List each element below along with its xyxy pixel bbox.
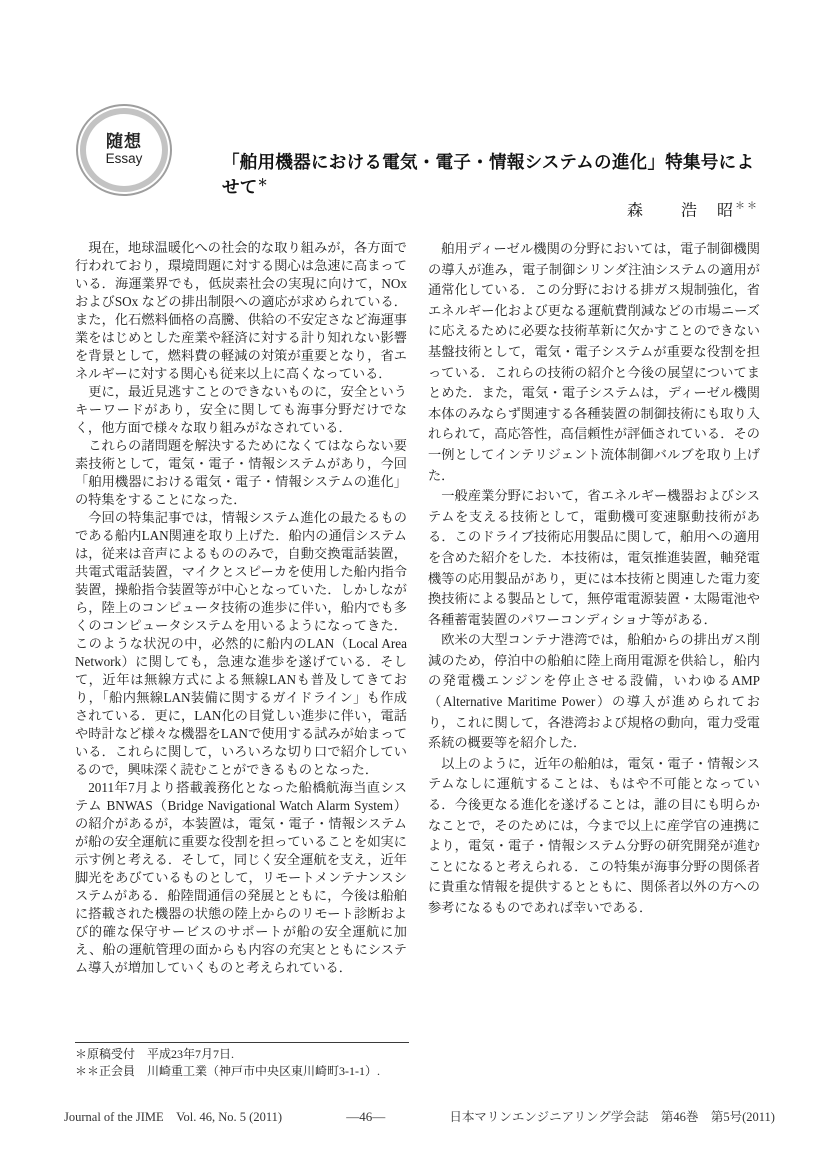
badge-label-jp: 随想	[106, 131, 142, 151]
badge-label-en: Essay	[105, 151, 143, 167]
footnote-received: ＊原稿受付 平成23年7月7日.	[75, 1047, 235, 1061]
footer-journal-jp: 日本マリンエンジニアリング学会誌 第46巻 第5号(2011)	[449, 1110, 775, 1124]
paragraph: 更に，最近見逃すことのできないものに，安全というキーワードがあり，安全に関しても海事分野だけでなく，他方面で様々な取り組みがなされている．	[75, 384, 407, 435]
paragraph: これらの諸問題を解決するためになくてはならない要素技術として，電気・電子・情報システムがあり，今回「舶用機器における電気・電子・情報システムの進化」の特集をすることになった．	[75, 438, 407, 507]
author-name-text: 森 浩 昭	[626, 202, 735, 220]
title-footnote-mark: ＊	[257, 177, 268, 189]
paragraph: 舶用ディーゼル機関の分野においては，電子制御機関の導入が進み，電子制御シリンダ注油システムの適用が通常化している．この分野における排ガス規制強化，省エネルギー化および更なる運航費削減などの市場ニーズに応えるために必要な技術革新に欠かすことのできない基盤技術として，電気・電子システムが重要な役割を担っている．これらの技術の紹介と今後の展望についてまとめた．また，電気・電子システムは，ディーゼル機関本体のみならず関連する各種装置の制御技術にも取り入れられて，高応答性，高信頼性が評価されている．その一例としてインテリジェント流体制御バルブを取り上げた．	[428, 241, 760, 483]
left-column	[75, 239, 407, 977]
article-title-text: 「舶用機器における電気・電子・情報システムの進化」特集号によせて	[222, 151, 755, 197]
author-footnote-mark: ＊＊	[735, 201, 759, 212]
paragraph: 一般産業分野において，省エネルギー機器およびシステムを支える技術として，電動機可変速駆動技術がある．このドライブ技術応用製品に関して，舶用への適用を含めた紹介をした．本技術は，電気推進装置，軸発電機等の応用製品があり，更には本技術と関連した電力変換技術による製品として，無停電電源装置・太陽電池や各種蓄電装置のパワーコンディショナ等がある．	[428, 488, 760, 627]
paragraph: 今回の特集記事では，情報システム進化の最たるものである船内LAN関連を取り上げた．船内の通信システムは，従来は音声によるもののみで，自動交換電話装置，共電式電話装置，マイクとスピーカを使用した船内指令装置，操船指令装置等が中心となっていた．しかしながら，陸上のコンピュータ技術の進歩に伴い，船内でも多くのコンピュータシステムを用いるようになってきた．このような状況の中，必然的に船内のLAN（Local Area Network）に関しても，急速な進歩を遂げている．そして，近年は無線方式による無線LANも普及してきており，「船内無線LAN装備に関するガイドライン」も作成されている．更に，LAN化の目覚しい進歩に伴い，電話や時計など様々な機器をLANで使用する試みが始まっている．これらに関して，いろいろな切り口で紹介しているので，興味深く読むことができるものとなった．	[75, 510, 407, 777]
paragraph: 現在，地球温暖化への社会的な取り組みが，各方面で行われており，環境問題に対する関心は急速に高まっている．海運業界でも，低炭素社会の実現に向けて，NOx およびSOx などの排出制限への適応が求められている．また，化石燃料価格の高騰、供給の不安定さなど海運事業をはじめとした産業や経済に対する計り知れない影響を背景として，燃料費の軽減の対策が重要となり，省エネルギーに対する関心も従来以上に高くなっている．	[75, 240, 407, 381]
essay-badge	[76, 104, 172, 196]
page-number: ―46―	[346, 1109, 386, 1124]
paragraph: 以上のように，近年の船舶は，電気・電子・情報システムなしに運航することは、もはや不可能となっている．今後更なる進化を遂げることは，誰の目にも明らかなことで，そのためには，今まで以上に産学官の連携により，電気・電子・情報システム分野の研究開発が進むことになると考えられる．この特集が海事分野の関係者に貴重な情報を提供するとともに、関係者以外の方への参考になるものであれば幸いである．	[428, 755, 760, 915]
footnote-affiliation: ＊＊正会員 川崎重工業（神戸市中央区東川崎町3-1-1）.	[75, 1064, 380, 1078]
article-title	[222, 149, 767, 199]
footnotes	[75, 1042, 409, 1080]
footer-journal-en: Journal of the JIME Vol. 46, No. 5 (2011)	[64, 1110, 283, 1124]
essay-badge-ring	[80, 108, 168, 192]
right-column	[428, 239, 760, 977]
body-columns	[75, 239, 761, 977]
page-footer	[64, 1107, 775, 1125]
paragraph: 欧米の大型コンテナ港湾では，船舶からの排出ガス削減のため，停泊中の船舶に陸上商用電源を供給し，船内の発電機エンジンを停止させる設備，いわゆるAMP（Alternative Maritime Power）の導入が進められており，これに関して，各港湾および規格の動向，電力受電系統の概要等を紹介した．	[428, 632, 760, 751]
paragraph: 2011年7月より搭載義務化となった船橋航海当直システム BNWAS（Bridge Navigational Watch Alarm System）の紹介があるが，本装置は，電気・電子・情報システムが船の安全運航に重要な役割を担っていることを如実に示す例と考える．そして，同じく安全運航を支え，近年脚光をあびているものとして，リモートメンテナンスシステムがある．船陸間通信の発展とともに，今後は船舶に搭載された機器の状態の陸上からのリモート診断および的確な保守サービスのサポートが船の安全運航に加え、船の運航管理の面からも内容の充実とともにシステム導入が増加していくものと考えられている．	[75, 780, 407, 975]
author-name	[627, 197, 759, 220]
